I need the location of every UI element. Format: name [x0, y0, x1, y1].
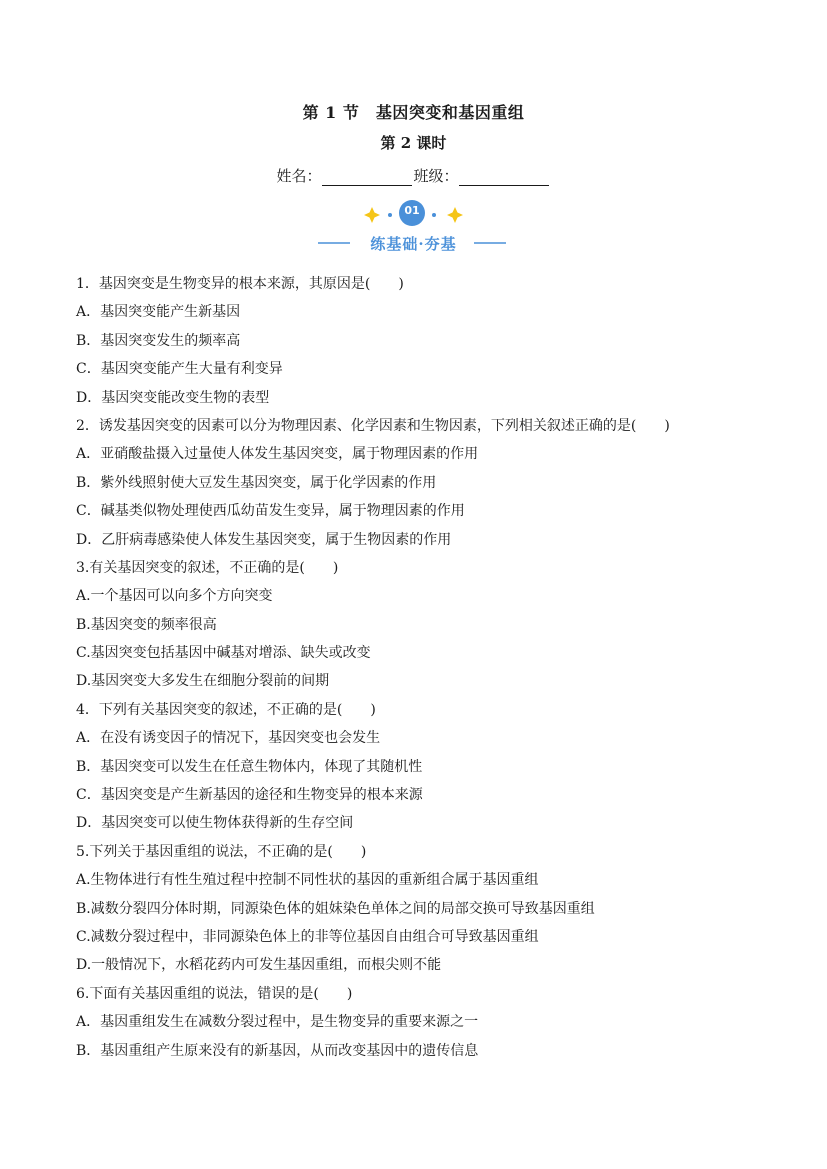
- question-list: [76, 270, 766, 1065]
- question-1-option-a: A．基因突变能产生新基因: [76, 304, 241, 321]
- question-4-option-c: C．基因突变是产生新基因的途径和生物变异的根本来源: [76, 787, 423, 804]
- question-6-option-a: A．基因重组发生在减数分裂过程中，是生物变异的重要来源之一: [76, 1014, 479, 1031]
- question-2-stem: 2．诱发基因突变的因素可以分为物理因素、化学因素和生物因素，下列相关叙述正确的是( ): [76, 417, 670, 434]
- lesson-subtitle: 第 2 课时: [380, 134, 447, 152]
- question-5-option-b: B.减数分裂四分体时期，同源染色体的姐妹染色单体之间的局部交换可导致基因重组: [76, 900, 595, 917]
- question-3-option-c: C.基因突变包括基因中碱基对增添、缺失或改变: [76, 645, 371, 662]
- question-3-stem: 3.有关基因突变的叙述，不正确的是( ): [76, 559, 339, 576]
- question-1-option-c: C．基因突变能产生大量有利变异: [76, 361, 283, 378]
- question-6-option-b: B．基因重组产生原来没有的新基因，从而改变基因中的遗传信息: [76, 1042, 479, 1059]
- question-4-option-b: B．基因突变可以发生在任意生物体内，体现了其随机性: [76, 758, 423, 775]
- question-3-option-b: B.基因突变的频率很高: [76, 616, 217, 633]
- star-left-icon: [364, 207, 380, 223]
- question-2-option-c: C．碱基类似物处理使西瓜幼苗发生变异，属于物理因素的作用: [76, 503, 465, 520]
- question-2-option-a: A．亚硝酸盐摄入过量使人体发生基因突变，属于物理因素的作用: [76, 446, 479, 463]
- question-3-option-d: D.基因突变大多发生在细胞分裂前的间期: [76, 673, 330, 690]
- question-4-option-a: A．在没有诱变因子的情况下，基因突变也会发生: [76, 730, 381, 747]
- question-5-option-d: D.一般情况下，水稻花药内可发生基因重组，而根尖则不能: [76, 957, 442, 974]
- question-1-option-d: D．基因突变能改变生物的表型: [76, 389, 270, 406]
- class-label: 班级：: [413, 167, 459, 185]
- question-3-option-a: A.一个基因可以向多个方向突变: [76, 588, 273, 605]
- section-banner-caption: 练基础·夯基: [370, 235, 457, 253]
- section-title: 第 1 节 基因突变和基因重组: [302, 103, 525, 122]
- question-4-stem: 4．下列有关基因突变的叙述，不正确的是( ): [76, 701, 376, 718]
- question-5-option-a: A.生物体进行有性生殖过程中控制不同性状的基因的重新组合属于基因重组: [76, 872, 539, 889]
- student-info-line: [0, 165, 827, 186]
- question-6-stem: 6.下面有关基因重组的说法，错误的是( ): [76, 985, 353, 1002]
- section-banner: [0, 198, 827, 258]
- name-label: 姓名：: [276, 167, 322, 185]
- question-5-option-c: C.减数分裂过程中，非同源染色体上的非等位基因自由组合可导致基因重组: [76, 928, 539, 945]
- question-2-option-b: B．紫外线照射使大豆发生基因突变，属于化学因素的作用: [76, 474, 437, 491]
- star-right-icon: [447, 207, 463, 223]
- section-number-badge: 01: [404, 204, 420, 217]
- class-blank[interactable]: [459, 171, 549, 186]
- question-5-stem: 5.下列关于基因重组的说法，不正确的是( ): [76, 843, 367, 860]
- question-2-option-d: D．乙肝病毒感染使人体发生基因突变，属于生物因素的作用: [76, 531, 452, 548]
- name-blank[interactable]: [322, 171, 412, 186]
- question-1-option-b: B．基因突变发生的频率高: [76, 332, 241, 349]
- question-4-option-d: D．基因突变可以使生物体获得新的生存空间: [76, 815, 354, 832]
- question-1-stem: 1．基因突变是生物变异的根本来源，其原因是( ): [76, 276, 404, 292]
